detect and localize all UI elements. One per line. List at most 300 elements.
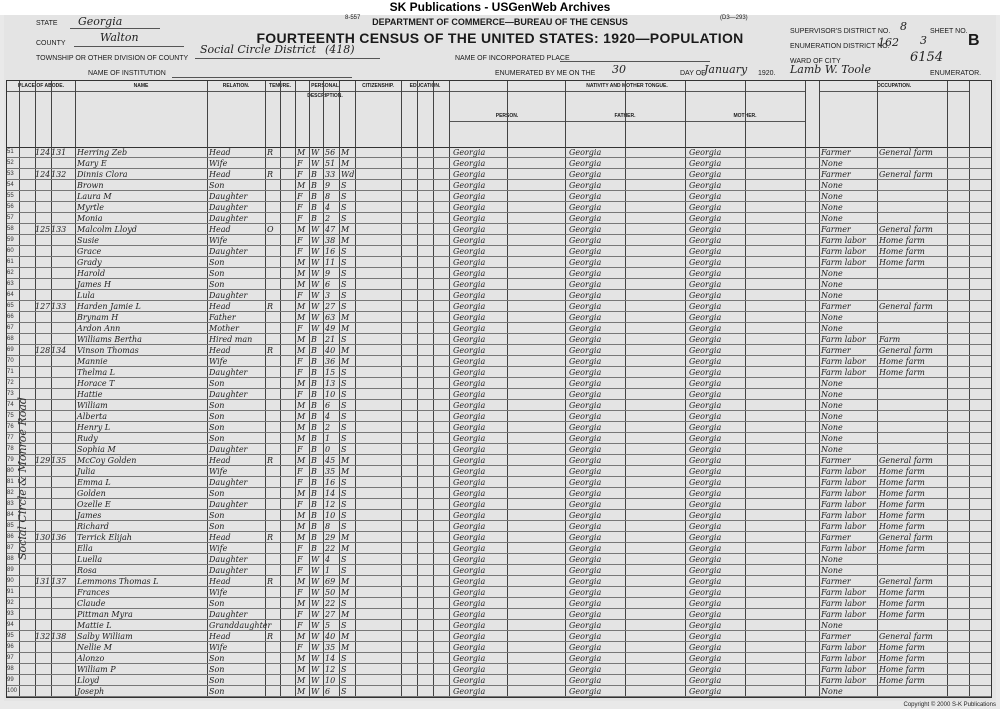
cell-name: Salby William: [77, 632, 133, 641]
cell-ind: Home farm: [879, 522, 925, 531]
cell-name: Terrick Elijah: [77, 533, 132, 542]
cell-mb: Georgia: [689, 225, 722, 234]
cell-pb: Georgia: [453, 467, 486, 476]
cell-occ: Farm labor: [821, 247, 866, 256]
cell-age: 16: [325, 478, 336, 487]
cell-pb: Georgia: [453, 423, 486, 432]
cell-occ: Farm labor: [821, 599, 866, 608]
cell-name: Horace T: [77, 379, 115, 388]
cell-sex: M: [297, 522, 306, 531]
cell-mb: Georgia: [689, 599, 722, 608]
cell-dw: 130: [35, 533, 51, 542]
sheet-number: 3: [920, 34, 927, 47]
cell-fb: Georgia: [569, 412, 602, 421]
cell-n: 74: [7, 402, 14, 408]
cell-ind: Farm: [879, 335, 901, 344]
cell-ten: R: [267, 577, 274, 586]
cell-occ: Farm labor: [821, 511, 866, 520]
cell-dw: 132: [35, 632, 51, 641]
cell-pb: Georgia: [453, 280, 486, 289]
cell-ind: General farm: [879, 456, 933, 465]
cell-ms: S: [341, 445, 347, 454]
cell-mb: Georgia: [689, 665, 722, 674]
cell-ms: M: [341, 467, 350, 476]
cell-race: B: [311, 170, 317, 179]
cell-mb: Georgia: [689, 269, 722, 278]
cell-sex: M: [297, 456, 306, 465]
cell-name: Harden Jamie L: [77, 302, 141, 311]
cell-name: Ozelle E: [77, 500, 111, 509]
cell-occ: Farm labor: [821, 236, 866, 245]
table-row: [7, 422, 991, 433]
cell-occ: None: [821, 324, 843, 333]
cell-mb: Georgia: [689, 566, 722, 575]
group-relation: RELATION.: [207, 81, 265, 92]
cell-rel: Head: [209, 170, 231, 179]
cell-mb: Georgia: [689, 170, 722, 179]
cell-fb: Georgia: [569, 236, 602, 245]
cell-sex: M: [297, 577, 306, 586]
table-row: [7, 235, 991, 246]
table-row: [7, 532, 991, 543]
cell-n: 52: [7, 160, 14, 166]
cell-occ: Farmer: [821, 632, 851, 641]
cell-occ: Farm labor: [821, 478, 866, 487]
cell-age: 12: [325, 665, 336, 674]
cell-pb: Georgia: [453, 599, 486, 608]
cell-sex: M: [297, 676, 306, 685]
cell-ten: R: [267, 456, 274, 465]
cell-rel: Son: [209, 511, 225, 520]
cell-rel: Head: [209, 346, 231, 355]
cell-n: 61: [7, 259, 14, 265]
cell-n: 62: [7, 270, 14, 276]
cell-age: 16: [325, 247, 336, 256]
cell-ms: M: [341, 577, 350, 586]
cell-mb: Georgia: [689, 478, 722, 487]
cell-mb: Georgia: [689, 324, 722, 333]
cell-occ: None: [821, 445, 843, 454]
cell-n: 81: [7, 479, 14, 485]
cell-mb: Georgia: [689, 632, 722, 641]
table-row: [7, 268, 991, 279]
table-row: [7, 180, 991, 191]
cell-rel: Son: [209, 676, 225, 685]
cell-occ: None: [821, 181, 843, 190]
cell-occ: None: [821, 555, 843, 564]
cell-age: 49: [325, 324, 336, 333]
cell-pb: Georgia: [453, 533, 486, 542]
cell-race: W: [311, 313, 320, 322]
cell-occ: Farmer: [821, 225, 851, 234]
cell-race: B: [311, 434, 317, 443]
cell-occ: None: [821, 203, 843, 212]
cell-mb: Georgia: [689, 214, 722, 223]
cell-sex: M: [297, 687, 306, 696]
incorporated-underline: [560, 61, 710, 62]
cell-sex: F: [297, 214, 303, 223]
cell-rel: Daughter: [209, 500, 248, 509]
cell-ind: Home farm: [879, 599, 925, 608]
cell-sex: M: [297, 533, 306, 542]
cell-fb: Georgia: [569, 621, 602, 630]
cell-name: Monia: [77, 214, 103, 223]
cell-name: Dinnis Clora: [77, 170, 128, 179]
cell-race: B: [311, 489, 317, 498]
cell-fb: Georgia: [569, 434, 602, 443]
cell-ind: Home farm: [879, 500, 925, 509]
cell-pb: Georgia: [453, 181, 486, 190]
cell-race: B: [311, 357, 317, 366]
cell-ten: R: [267, 148, 274, 157]
cell-mb: Georgia: [689, 577, 722, 586]
cell-rel: Son: [209, 412, 225, 421]
cell-pb: Georgia: [453, 511, 486, 520]
cell-occ: Farm labor: [821, 610, 866, 619]
cell-pb: Georgia: [453, 412, 486, 421]
cell-age: 9: [325, 269, 331, 278]
cell-n: 57: [7, 215, 14, 221]
cell-fb: Georgia: [569, 445, 602, 454]
cell-sex: M: [297, 423, 306, 432]
cell-occ: None: [821, 214, 843, 223]
cell-name: Golden: [77, 489, 106, 498]
cell-pb: Georgia: [453, 247, 486, 256]
cell-age: 1: [325, 434, 331, 443]
cell-sex: F: [297, 610, 303, 619]
cell-race: W: [311, 687, 320, 696]
cell-age: 22: [325, 599, 336, 608]
cell-pb: Georgia: [453, 577, 486, 586]
cell-race: B: [311, 467, 317, 476]
cell-n: 58: [7, 226, 14, 232]
cell-fb: Georgia: [569, 203, 602, 212]
cell-ms: S: [341, 401, 347, 410]
cell-race: W: [311, 302, 320, 311]
cell-race: W: [311, 577, 320, 586]
township-label: TOWNSHIP OR OTHER DIVISION OF COUNTY: [36, 55, 189, 62]
cell-n: 73: [7, 391, 14, 397]
cell-sex: F: [297, 643, 303, 652]
cell-fb: Georgia: [569, 181, 602, 190]
cell-pb: Georgia: [453, 588, 486, 597]
cell-name: Harold: [77, 269, 106, 278]
cell-ms: M: [341, 643, 350, 652]
cell-mb: Georgia: [689, 357, 722, 366]
ed-number: 162: [878, 36, 899, 49]
table-row: [7, 477, 991, 488]
cell-pb: Georgia: [453, 654, 486, 663]
cell-name: Alonzo: [77, 654, 105, 663]
cell-rel: Wife: [209, 467, 228, 476]
cell-ten: O: [267, 225, 274, 234]
cell-mb: Georgia: [689, 159, 722, 168]
cell-rel: Wife: [209, 643, 228, 652]
county-label: COUNTY: [36, 40, 66, 47]
cell-fm: 138: [51, 632, 67, 641]
cell-n: 71: [7, 369, 14, 375]
cell-occ: None: [821, 269, 843, 278]
cell-ind: Home farm: [879, 489, 925, 498]
cell-fm: 137: [51, 577, 67, 586]
cell-age: 2: [325, 214, 331, 223]
cell-rel: Son: [209, 687, 225, 696]
cell-fb: Georgia: [569, 467, 602, 476]
table-row: [7, 664, 991, 675]
cell-race: B: [311, 368, 317, 377]
cell-ms: M: [341, 357, 350, 366]
cell-race: W: [311, 643, 320, 652]
cell-occ: None: [821, 621, 843, 630]
cell-fb: Georgia: [569, 379, 602, 388]
cell-pb: Georgia: [453, 687, 486, 696]
cell-fm: 133: [51, 225, 67, 234]
cell-n: 59: [7, 237, 14, 243]
cell-pb: Georgia: [453, 610, 486, 619]
cell-n: 55: [7, 193, 14, 199]
cell-sex: F: [297, 555, 303, 564]
cell-sex: F: [297, 445, 303, 454]
cell-ind: Home farm: [879, 588, 925, 597]
cell-race: W: [311, 654, 320, 663]
cell-name: Sophia M: [77, 445, 116, 454]
cell-pb: Georgia: [453, 335, 486, 344]
cell-ms: S: [341, 489, 347, 498]
cell-ms: S: [341, 192, 347, 201]
cell-name: Hattie: [77, 390, 103, 399]
cell-pb: Georgia: [453, 665, 486, 674]
cell-rel: Mother: [209, 324, 239, 333]
cell-pb: Georgia: [453, 434, 486, 443]
table-row: [7, 224, 991, 235]
cell-age: 47: [325, 225, 336, 234]
township-value: Social Circle District: [200, 43, 317, 56]
cell-ind: General farm: [879, 533, 933, 542]
cell-age: 6: [325, 687, 331, 696]
cell-ms: M: [341, 632, 350, 641]
table-row: [7, 675, 991, 686]
cell-age: 27: [325, 610, 336, 619]
cell-occ: Farmer: [821, 346, 851, 355]
incorporated-label: NAME OF INCORPORATED PLACE: [455, 55, 570, 62]
cell-sex: F: [297, 390, 303, 399]
cell-age: 13: [325, 379, 336, 388]
cell-rel: Daughter: [209, 291, 248, 300]
cell-occ: None: [821, 687, 843, 696]
cell-ms: S: [341, 379, 347, 388]
cell-name: Mattie L: [77, 621, 112, 630]
table-row: [7, 312, 991, 323]
cell-ind: Home farm: [879, 478, 925, 487]
cell-ms: M: [341, 148, 350, 157]
form-code: 8-557: [345, 15, 361, 21]
cell-n: 95: [7, 633, 14, 639]
county-underline: [74, 46, 184, 47]
cell-n: 51: [7, 149, 14, 155]
cell-fb: Georgia: [569, 489, 602, 498]
sheet-label: SHEET NO.: [930, 28, 968, 35]
cell-n: 86: [7, 534, 14, 540]
cell-race: B: [311, 478, 317, 487]
cell-sex: F: [297, 368, 303, 377]
cell-occ: Farm labor: [821, 368, 866, 377]
cell-rel: Head: [209, 225, 231, 234]
cell-occ: None: [821, 434, 843, 443]
cell-fb: Georgia: [569, 368, 602, 377]
cell-fb: Georgia: [569, 665, 602, 674]
table-row: [7, 400, 991, 411]
cell-pb: Georgia: [453, 214, 486, 223]
cell-occ: None: [821, 401, 843, 410]
cell-sex: F: [297, 291, 303, 300]
cell-age: 8: [325, 522, 331, 531]
cell-name: Lemmons Thomas L: [77, 577, 159, 586]
cell-ms: S: [341, 258, 347, 267]
cell-n: 56: [7, 204, 14, 210]
cell-mb: Georgia: [689, 368, 722, 377]
cell-ind: Home farm: [879, 665, 925, 674]
cell-age: 27: [325, 302, 336, 311]
cell-pb: Georgia: [453, 346, 486, 355]
margin-road-note: Social Circle & Monroe Road: [16, 397, 29, 560]
sheet-side: B: [968, 32, 980, 49]
cell-ind: Home farm: [879, 610, 925, 619]
cell-ms: S: [341, 423, 347, 432]
cell-ind: Home farm: [879, 544, 925, 553]
cell-fb: Georgia: [569, 544, 602, 553]
cell-sex: M: [297, 269, 306, 278]
cell-pb: Georgia: [453, 291, 486, 300]
cell-mb: Georgia: [689, 401, 722, 410]
cell-age: 12: [325, 500, 336, 509]
cell-ms: M: [341, 533, 350, 542]
cell-name: Susie: [77, 236, 100, 245]
county-value: Walton: [100, 31, 139, 44]
cell-rel: Daughter: [209, 478, 248, 487]
cell-ms: S: [341, 687, 347, 696]
cell-mb: Georgia: [689, 291, 722, 300]
cell-occ: Farm labor: [821, 467, 866, 476]
cell-mb: Georgia: [689, 544, 722, 553]
table-row: [7, 246, 991, 257]
cell-rel: Hired man: [209, 335, 253, 344]
group-mother: MOTHER.: [685, 111, 805, 122]
table-row: [7, 587, 991, 598]
cell-n: 97: [7, 655, 14, 661]
enumerated-year: 1920.: [758, 70, 776, 77]
cell-rel: Daughter: [209, 555, 248, 564]
cell-ms: S: [341, 247, 347, 256]
cell-age: 10: [325, 390, 336, 399]
cell-n: 68: [7, 336, 14, 342]
cell-rel: Daughter: [209, 214, 248, 223]
cell-age: 38: [325, 236, 336, 245]
cell-age: 40: [325, 346, 336, 355]
cell-age: 9: [325, 181, 331, 190]
cell-pb: Georgia: [453, 236, 486, 245]
cell-n: 80: [7, 468, 14, 474]
cell-sex: M: [297, 665, 306, 674]
cell-n: 94: [7, 622, 14, 628]
cell-race: B: [311, 181, 317, 190]
table-row: [7, 158, 991, 169]
cell-race: W: [311, 632, 320, 641]
cell-mb: Georgia: [689, 456, 722, 465]
cell-race: W: [311, 225, 320, 234]
cell-name: Emma L: [77, 478, 111, 487]
table-row: [7, 455, 991, 466]
cell-age: 45: [325, 456, 336, 465]
enumerated-day: 30: [612, 63, 626, 76]
cell-n: 69: [7, 347, 14, 353]
cell-mb: Georgia: [689, 533, 722, 542]
cell-fb: Georgia: [569, 610, 602, 619]
cell-occ: Farm labor: [821, 588, 866, 597]
cell-age: 33: [325, 170, 336, 179]
table-row: [7, 411, 991, 422]
cell-rel: Daughter: [209, 390, 248, 399]
cell-race: B: [311, 522, 317, 531]
cell-sex: M: [297, 489, 306, 498]
ward-value: 6154: [910, 50, 944, 65]
cell-occ: Farm labor: [821, 643, 866, 652]
table-row: [7, 433, 991, 444]
cell-age: 56: [325, 148, 336, 157]
cell-fb: Georgia: [569, 599, 602, 608]
cell-rel: Head: [209, 302, 231, 311]
table-row: [7, 356, 991, 367]
cell-race: W: [311, 665, 320, 674]
cell-n: 100: [7, 688, 18, 694]
cell-occ: None: [821, 192, 843, 201]
cell-occ: Farmer: [821, 148, 851, 157]
cell-name: Julia: [77, 467, 96, 476]
cell-dw: 124: [35, 170, 51, 179]
cell-ten: R: [267, 632, 274, 641]
cell-rel: Daughter: [209, 566, 248, 575]
cell-name: James H: [77, 280, 111, 289]
group-citizenship: CITIZENSHIP.: [355, 81, 401, 92]
cell-name: Ardon Ann: [77, 324, 121, 333]
cell-rel: Wife: [209, 544, 228, 553]
cell-mb: Georgia: [689, 313, 722, 322]
cell-name: Ella: [77, 544, 93, 553]
cell-occ: Farm labor: [821, 665, 866, 674]
cell-rel: Granddaughter: [209, 621, 272, 630]
cell-fb: Georgia: [569, 423, 602, 432]
cell-ms: S: [341, 478, 347, 487]
cell-mb: Georgia: [689, 511, 722, 520]
cell-mb: Georgia: [689, 588, 722, 597]
cell-rel: Head: [209, 533, 231, 542]
cell-race: B: [311, 214, 317, 223]
cell-ind: Home farm: [879, 643, 925, 652]
cell-pb: Georgia: [453, 225, 486, 234]
table-row: [7, 576, 991, 587]
cell-ind: Home farm: [879, 258, 925, 267]
table-row: [7, 499, 991, 510]
census-title: FOURTEENTH CENSUS OF THE UNITED STATES: 1920—POPULATION: [256, 30, 744, 46]
cell-occ: None: [821, 280, 843, 289]
cell-ind: General farm: [879, 225, 933, 234]
cell-mb: Georgia: [689, 643, 722, 652]
cell-occ: Farm labor: [821, 544, 866, 553]
cell-n: 66: [7, 314, 14, 320]
cell-name: Lloyd: [77, 676, 100, 685]
day-of-label: DAY OF: [680, 70, 706, 77]
cell-n: 60: [7, 248, 14, 254]
cell-rel: Daughter: [209, 368, 248, 377]
